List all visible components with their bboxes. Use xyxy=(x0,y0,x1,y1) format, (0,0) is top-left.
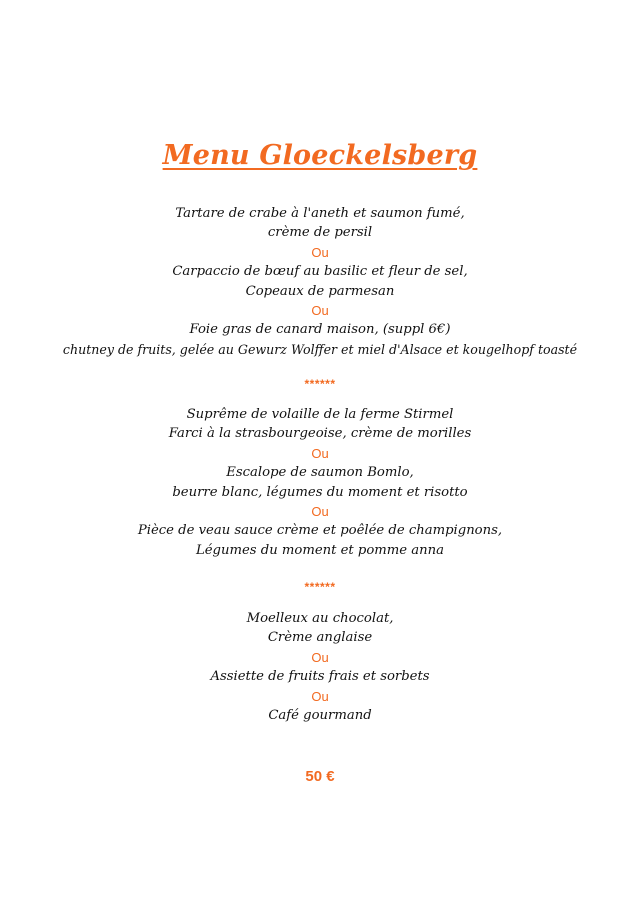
main-2-line-1: Escalope de saumon Bomlo, xyxy=(226,465,414,481)
starter-3-name: Foie gras de canard maison, xyxy=(189,322,379,338)
or-label: Ou xyxy=(311,302,329,318)
starter-3-line-1 xyxy=(0,320,640,339)
starter-3-line-2: chutney de fruits, gelée au Gewurz Wolffer et miel d'Alsace et kougelhopf toasté xyxy=(62,341,578,357)
dessert-3-line-1: Café gourmand xyxy=(268,707,372,723)
dessert-2-line-1: Assiette de fruits frais et sorbets xyxy=(210,669,430,685)
menu-price: 50 € xyxy=(305,768,335,785)
or-label: Ou xyxy=(311,688,329,704)
or-label: Ou xyxy=(311,244,329,260)
or-label: Ou xyxy=(311,445,329,461)
main-3-line-2: Légumes du moment et pomme anna xyxy=(195,542,445,558)
mains-section xyxy=(0,405,640,560)
main-1-line-2: Farci à la strasbourgeoise, crème de morilles xyxy=(168,426,472,442)
starters-section xyxy=(0,204,640,359)
starter-2-line-2: Copeaux de parmesan xyxy=(245,283,395,299)
separator: ****** xyxy=(304,580,336,594)
separator: ****** xyxy=(304,377,336,391)
starter-3-supplement: (suppl 6€) xyxy=(382,322,451,338)
starter-1-line-2: crème de persil xyxy=(267,225,373,241)
starter-2-line-1: Carpaccio de bœuf au basilic et fleur de sel, xyxy=(172,264,468,280)
main-3-line-1: Pièce de veau sauce crème et poêlée de champignons, xyxy=(137,523,503,539)
or-label: Ou xyxy=(311,649,329,665)
or-label: Ou xyxy=(311,503,329,519)
dessert-1-line-1: Moelleux au chocolat, xyxy=(246,611,394,626)
menu-title: Menu Gloeckelsberg xyxy=(162,140,478,171)
desserts-section xyxy=(0,609,640,725)
main-2-line-2: beurre blanc, légumes du moment et risotto xyxy=(172,484,468,500)
main-1-line-1: Suprême de volaille de la ferme Stirmel xyxy=(186,407,454,422)
dessert-1-line-2: Crème anglaise xyxy=(267,630,373,646)
starter-1-line-1: Tartare de crabe à l'aneth et saumon fumé, xyxy=(175,206,465,221)
